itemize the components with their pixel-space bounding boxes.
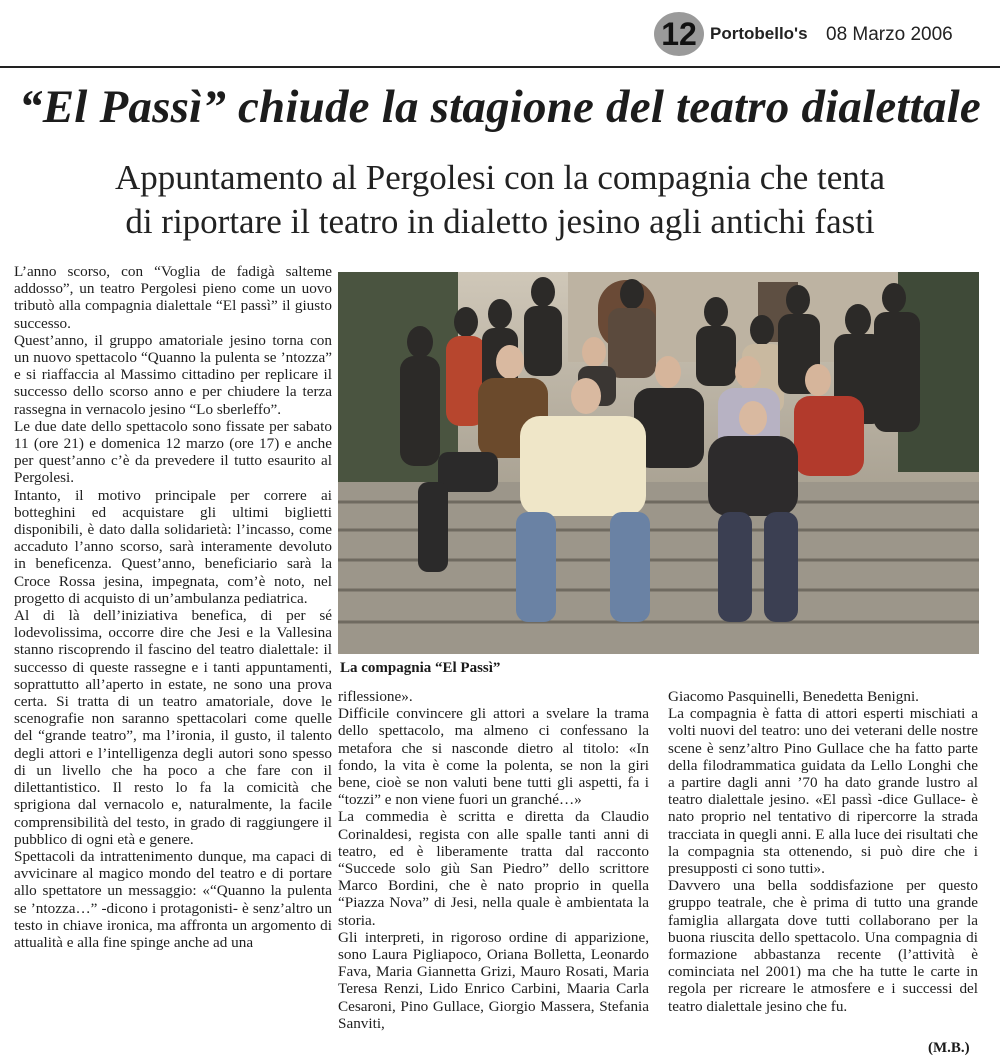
photo-caption: La compagnia “El Passì” bbox=[340, 660, 501, 676]
group-photo bbox=[338, 272, 979, 654]
subhead-line-1: Appuntamento al Pergolesi con la compagnia che tenta bbox=[114, 158, 886, 197]
issue-date: 08 Marzo 2006 bbox=[826, 24, 953, 45]
masthead: Portobello's bbox=[710, 24, 808, 43]
author-signature: (M.B.) bbox=[928, 1040, 970, 1056]
paragraph: Gli interpreti, in rigoroso ordine di apparizione, sono Laura Pigliapoco, Oriana Bolletta, Leonardo Fava, Maria Giannetta Grizi, Mauro Rosati, Maria Teresa Renzi, Lido Enrico Carbini, Maaria Carla Cesaroni, Pino Gullace, Giorgio Massera, Stefania Sanviti, bbox=[338, 928, 649, 1032]
subhead bbox=[0, 156, 1000, 244]
paragraph: Quest’anno, il gruppo amatoriale jesino torna con un nuovo spettacolo “Quanno la pulenta se ’ntozza” e si riaffaccia al Massimo cittadino per replicare il successo dello scorso anno e per chiudere la terza rassegna in vernacolo jesino “Lo sberleffo”. bbox=[14, 331, 332, 418]
headline: “El Passì” chiude la stagione del teatro dialettale bbox=[19, 81, 981, 133]
page-header bbox=[654, 8, 984, 58]
paragraph: L’anno scorso, con “Voglia de fadigà salteme addosso”, un teatro Pergolesi pieno come un uovo tributò alla compagnia dialettale “El passì” il giusto successo. bbox=[14, 263, 332, 332]
article-column-2 bbox=[338, 688, 649, 1032]
paragraph: Intanto, il motivo principale per correre ai botteghini ed acquistare gli ultimi biglietti disponibili, è dato dalla solidarietà: l’incasso, come accaduto l’anno scorso, sarà interamente devoluto in beneficenza. Quest’anno, beneficiario sarà la Croce Rossa jesina, impegnata, com’è noto, nel progetto di acquisto di un’ambulanza pediatrica. bbox=[14, 486, 332, 607]
paragraph: Davvero una bella soddisfazione per questo gruppo teatrale, che è prima di tutto una grande famiglia allargata dove tutti collaborano per la buona riuscita dello spettacolo. Una compagnia di formazione abbastanza recente (l’attività è cominciata nel 2001) ma che ha tutte le carte in regola per ricreare le atmosfere e i successi del teatro dialettale jesino che fu. bbox=[668, 877, 978, 1015]
article-column-1 bbox=[14, 263, 332, 951]
paragraph: Al di là dell’iniziativa benefica, di per sé lodevolissima, occorre dire che Jesi e la Vallesina stanno riscoprendo il fascino del teatro dialettale: il successo di queste rassegne e i tanti appuntamenti, soprattutto all’aperto in estate, ne sono una prova certa. Si tratta di un teatro amatoriale, dove le scenografie non saranno spettacolari come quelle del “grande teatro”, ma l’ironia, il gusto, il talento degli attori e l’intelligenza degli autori sono spesso di un livello che ha poco a che fare con il dilettantistico. Il resto lo fa la comicità che sprigiona dal vernacolo e, naturalmente, la facile comprensibilità del testo, in grado di raggiungere il pubblico di ogni età e genere. bbox=[14, 607, 332, 848]
subhead-line-2: di riportare il teatro in dialetto jesino agli antichi fasti bbox=[125, 202, 875, 241]
paragraph: La commedia è scritta e diretta da Claudio Corinaldesi, regista con alle spalle tanti anni di teatro, ed è liberamente tratta dal racconto “Succede solo giù San Piedro” dello scrittore Marco Bordini, che è nato proprio in quella “Piazza Nova” di Jesi, nella quale è ambientata la storia. bbox=[338, 808, 649, 929]
paragraph: Difficile convincere gli attori a svelare la trama dello spettacolo, ma almeno ci confessano la metafora che si nasconde dietro al titolo: «In fondo, la vita è come la polenta, se non la giri bene, cioè se non valuti bene tutti gli aspetti, fa i “tozzi” e non viene fuori un granché…» bbox=[338, 705, 649, 809]
header-rule bbox=[0, 66, 1000, 68]
paragraph: riflessione». bbox=[338, 688, 413, 705]
paragraph: Spettacoli da intrattenimento dunque, ma capaci di avvicinare al magico mondo del teatro e di portare allo spettatore un messaggio: «“Quanno la pulenta se ’ntozza…” -dicono i protagonisti- è senz’altro un testo in chiave ironica, ma affronta un argomento di attualità e alla fine spinge anche ad una bbox=[14, 847, 332, 951]
paragraph: Le due date dello spettacolo sono fissate per sabato 11 (ore 21) e domenica 12 marzo (ore 17) e anche per quest’anno c’è da prevedere il tutto esaurito al Pergolesi. bbox=[14, 417, 332, 487]
paragraph: La compagnia è fatta di attori esperti mischiati a volti nuovi del teatro: uno dei veterani delle nostre scene è senz’altro Pino Gullace che ha fatto parte della filodrammatica guidata da Lello Longhi che a partire dagli anni ’70 ha dato grande lustro al teatro dialettale jesino. «El passì -dice Gullace- è nato proprio nel tentativo di ripercorre la strada tracciata in quegli anni. E alla luce dei risultati che la compagnia sta ottenendo, si può dire che i presupposti ci sono tutti». bbox=[668, 705, 978, 878]
paragraph: Giacomo Pasquinelli, Benedetta Benigni. bbox=[668, 688, 919, 705]
article-column-3 bbox=[668, 688, 978, 1015]
page-number: 12 bbox=[654, 12, 704, 56]
